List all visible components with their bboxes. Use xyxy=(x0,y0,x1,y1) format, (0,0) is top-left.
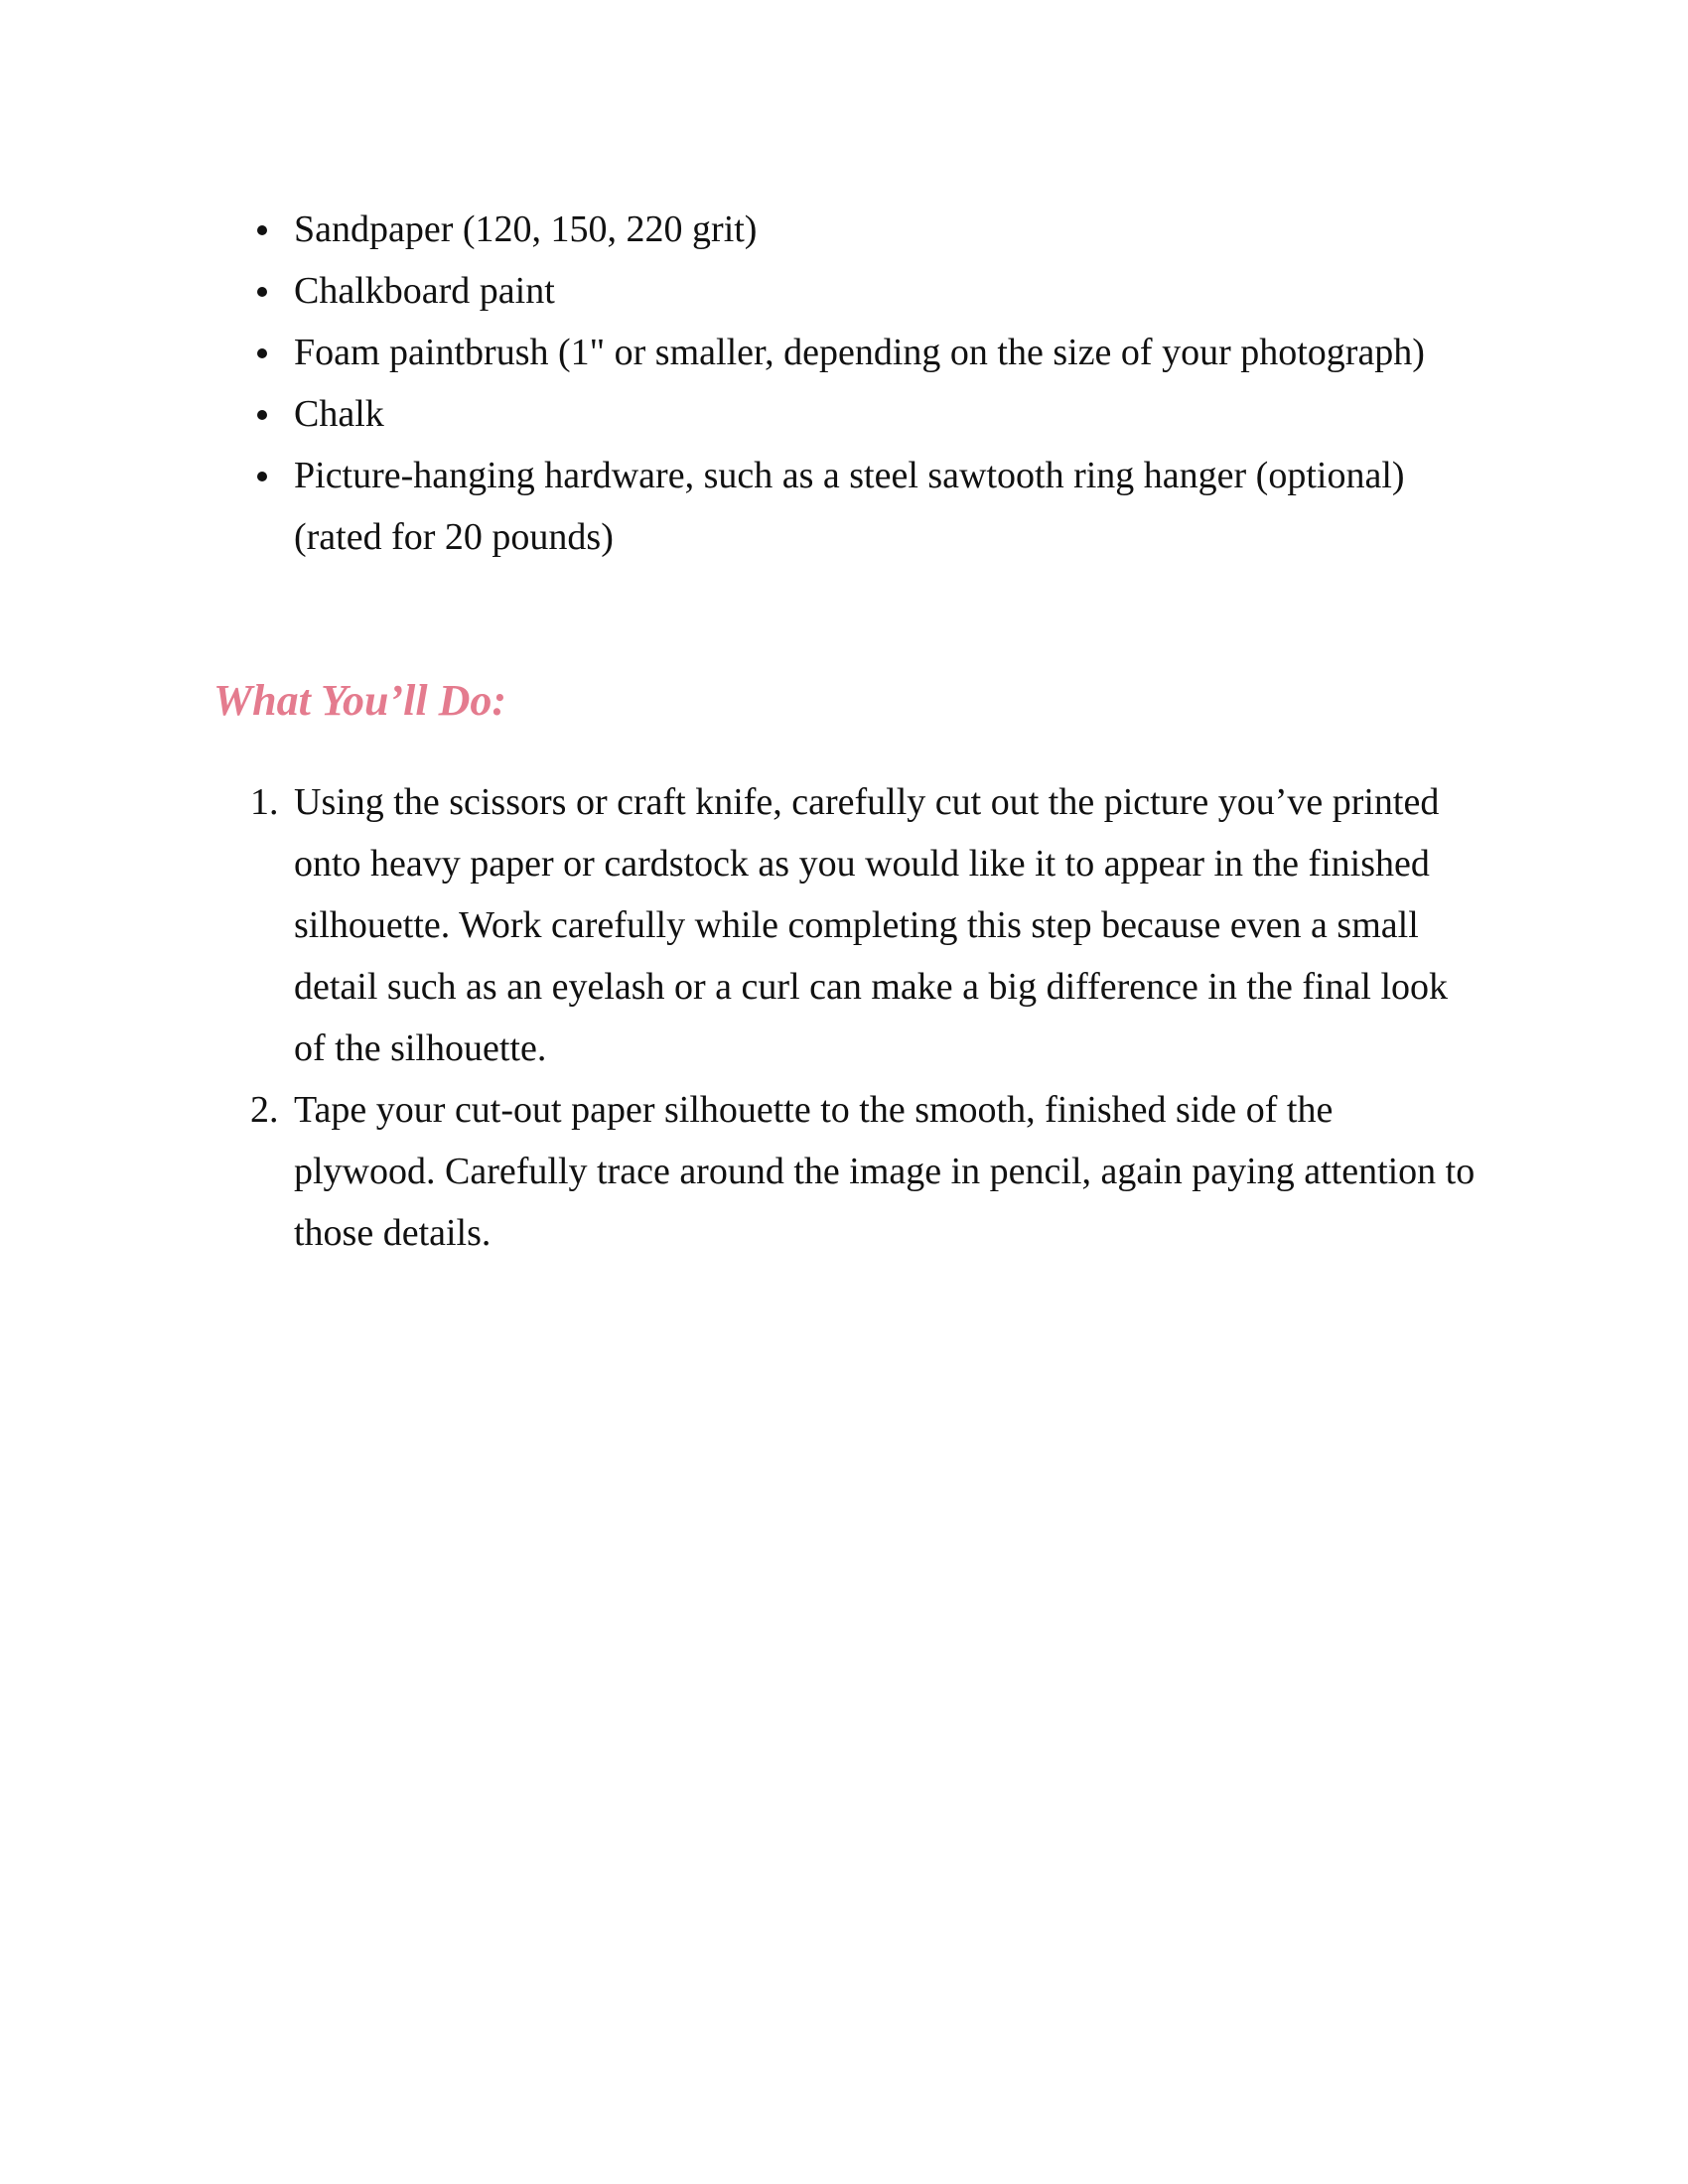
step-number: 1. xyxy=(250,781,279,823)
list-item xyxy=(254,445,1476,568)
bullet-icon xyxy=(257,225,267,235)
bullet-icon xyxy=(257,348,267,358)
step-number: 2. xyxy=(250,1089,279,1131)
list-item xyxy=(254,383,1476,445)
list-item xyxy=(254,322,1476,383)
step-item xyxy=(248,771,1479,1079)
step-item xyxy=(248,1079,1479,1264)
list-item-text: Picture-hanging hardware, such as a steel sawtooth ring hanger (optional) (rated for 20 pounds) xyxy=(294,455,1405,558)
bullet-icon xyxy=(257,472,267,481)
bullet-icon xyxy=(257,287,267,297)
bullet-icon xyxy=(257,410,267,420)
list-item-text: Chalkboard paint xyxy=(294,270,555,312)
list-item xyxy=(254,260,1476,322)
step-text: Using the scissors or craft knife, carefully cut out the picture you’ve printed onto heavy paper or cardstock as you would like it to appear in the finished silhouette. Work carefully while completing this step because even a small detail such as an eyelash or a curl can make a big difference in the final look of the silhouette. xyxy=(294,781,1449,1069)
steps-list xyxy=(248,771,1479,1264)
list-item-text: Sandpaper (120, 150, 220 grit) xyxy=(294,208,758,250)
step-text: Tape your cut-out paper silhouette to the smooth, finished side of the plywood. Carefully trace around the image in pencil, again paying attention to those details. xyxy=(294,1089,1476,1254)
section-heading: What You’ll Do: xyxy=(213,676,507,725)
list-item xyxy=(254,199,1476,260)
list-item-text: Chalk xyxy=(294,393,384,435)
materials-list xyxy=(254,199,1476,568)
list-item-text: Foam paintbrush (1" or smaller, depending on the size of your photograph) xyxy=(294,332,1425,373)
